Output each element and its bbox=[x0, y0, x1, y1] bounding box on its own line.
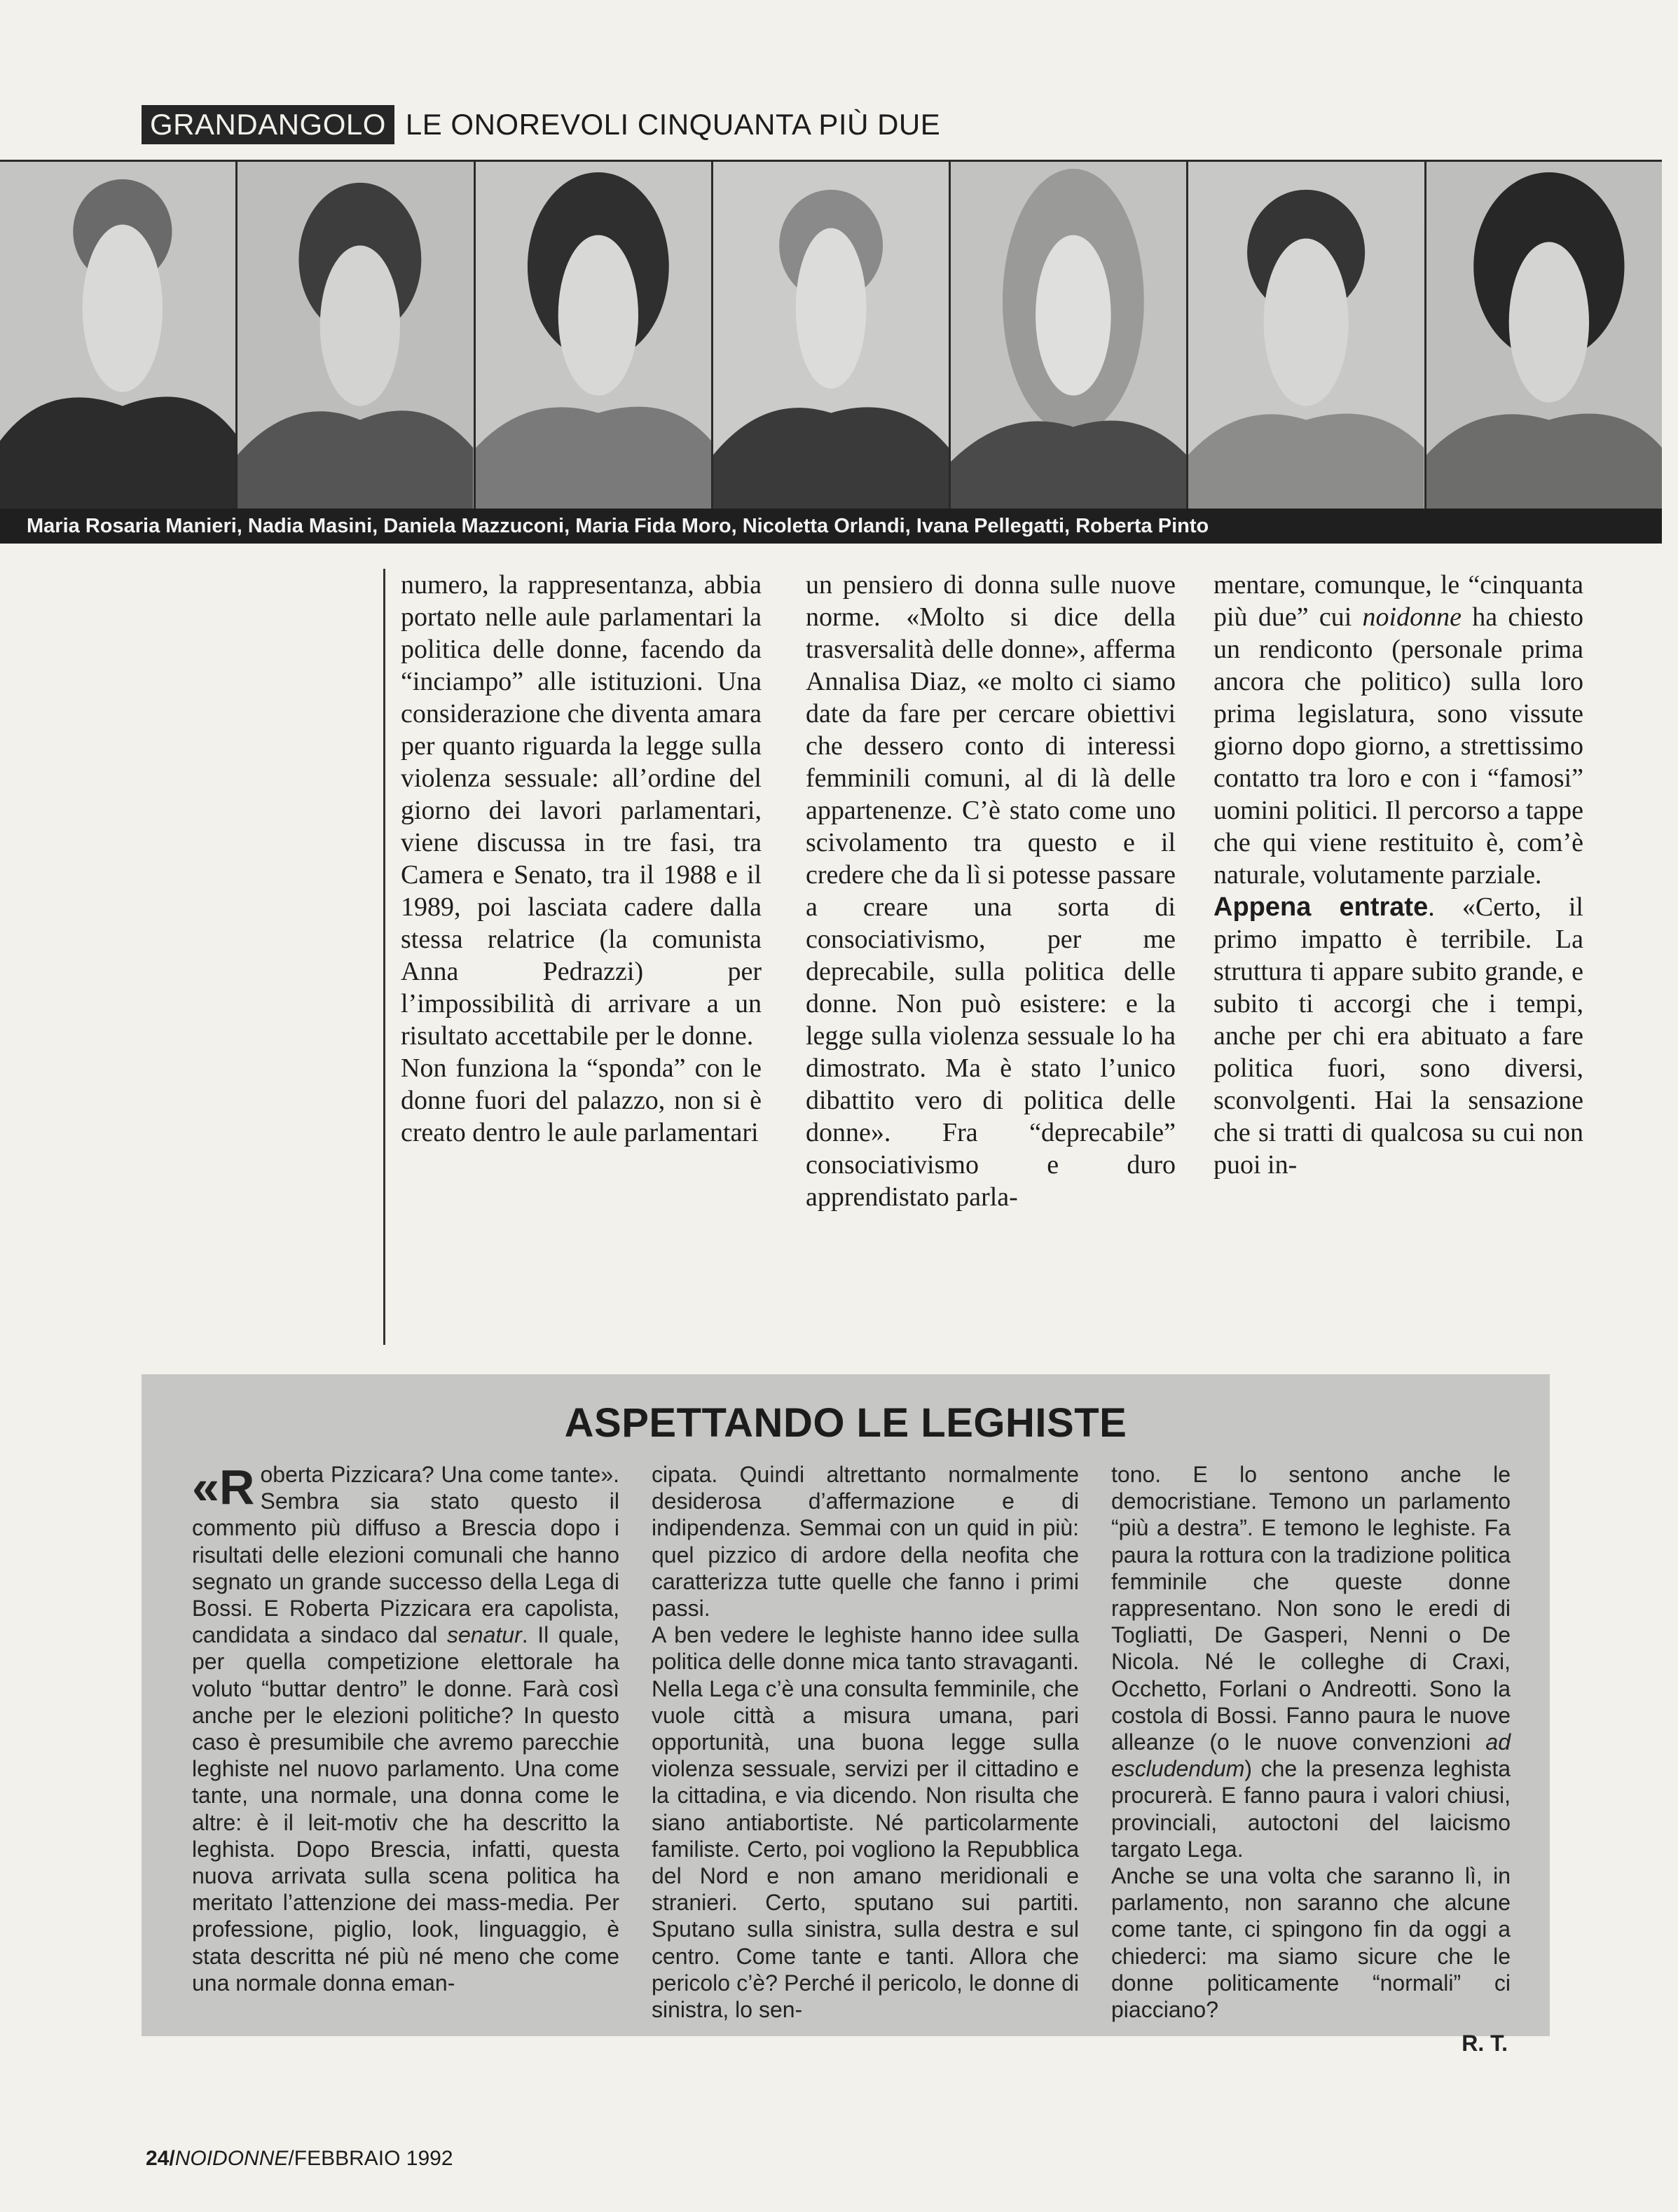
article-column-2 bbox=[806, 569, 1176, 1213]
sidebar-column-2 bbox=[652, 1461, 1079, 2023]
issue-date: /FEBBRAIO 1992 bbox=[288, 2147, 453, 2170]
portrait-photo bbox=[713, 162, 951, 511]
magazine-name: NOIDONNE bbox=[174, 2147, 289, 2170]
article-column-3 bbox=[1213, 569, 1583, 1181]
portrait-photo bbox=[476, 162, 713, 511]
run-in-heading: Appena entrate bbox=[1213, 892, 1429, 922]
portrait-photo bbox=[0, 162, 238, 511]
sidebar-title: ASPETTANDO LE LEGHISTE bbox=[564, 1400, 1127, 1446]
author-initials: R. T. bbox=[1462, 2031, 1508, 2057]
text-run: senatur bbox=[446, 1622, 522, 1648]
text-run: ad escludendum bbox=[1111, 1729, 1511, 1782]
photo-caption: Maria Rosaria Manieri, Nadia Masini, Daniela Mazzuconi, Maria Fida Moro, Nicoletta Orlandi, Ivana Pellegatti, Roberta Pinto bbox=[0, 509, 1662, 544]
drop-cap: «R bbox=[192, 1460, 255, 1514]
magazine-name: noidonne bbox=[1362, 602, 1462, 632]
paragraph: Non funziona la “sponda” con le donne fuori del palazzo, non si è creato dentro le aule parlamentari bbox=[401, 1053, 762, 1147]
paragraph bbox=[1111, 1461, 1511, 1862]
page-footer bbox=[146, 2147, 453, 2171]
paragraph bbox=[1213, 569, 1583, 891]
paragraph: numero, la rappresentanza, abbia portato nelle aule parlamentari la politica delle donne, facendo da “inciampo” alle istituzioni. Una considerazione che diventa amara per quanto riguarda la legge sulla violenza sessuale: all’ordine del giorno dei lavori parlamentari, viene discussa in tre fasi, tra Camera e Senato, tra il 1988 e il 1989, poi lasciata cadere dalla stessa relatrice (la comunista Anna Pedrazzi) per l’impossibilità di arrivare a un risultato accettabile per le donne. bbox=[401, 570, 762, 1051]
portrait-photo bbox=[1426, 162, 1662, 511]
paragraph: un pensiero di donna sulle nuove norme. «Molto si dice della trasversalità delle donne», afferma Annalisa Diaz, «e molto ci siamo date da fare per cercare obiettivi che dessero conto di interessi femminili comuni, al di là delle appartenenze. C’è stato come uno scivolamento tra questo e il credere che da lì si potesse passare a creare una sorta di consociativismo, per me deprecabile, sulla politica delle donne. Non può esistere: e la legge sulla violenza sessuale lo ha dimostrato. Ma è stato l’unico dibattito vero di politica delle donne». Fra “deprecabile” consociativismo e duro apprendistato parla- bbox=[806, 570, 1176, 1212]
portrait-photo bbox=[951, 162, 1188, 511]
section-header bbox=[142, 104, 940, 146]
article-column-1 bbox=[401, 569, 762, 1149]
page-number: 24/ bbox=[146, 2147, 175, 2170]
page-headline: LE ONOREVOLI CINQUANTA PIÙ DUE bbox=[405, 108, 941, 141]
text-run: mentare, comunque, le “cinquanta più due” cui bbox=[1213, 570, 1583, 632]
text-run: . «Certo, il primo impatto è terribile. La struttura ti appare subito grande, e subito ti accorgi che i tempi, anche per chi era abituato a fare politica fuori, sono diversi, sconvolgenti. Hai la sensazione che si tratti di qualcosa su cui non puoi in- bbox=[1213, 892, 1583, 1180]
paragraph: cipata. Quindi altrettanto normalmente desiderosa d’affermazione e di indipendenza. Semmai con un quid in più: quel pizzico di ardore della neofita che caratterizza tutte quelle che fanno i primi passi. bbox=[652, 1462, 1079, 1622]
text-run: . Il quale, per quella competizione elettorale ha voluto “buttar dentro” le donne. Farà così anche per le elezioni politiche? In questo caso è presumibile che avremo parecchie leghiste nel nuovo parlamento. Una come tante, una normale, una donna come le altre: è il leit-motiv che ha descritto la leghista. Dopo Brescia, infatti, questa nuova arrivata sulla scena politica ha meritato l’attenzione dei mass-media. Per professione, piglio, look, linguaggio, è stata descritta né più né meno che come una normale donna eman- bbox=[192, 1622, 619, 1996]
portrait-photo bbox=[238, 162, 475, 511]
text-run: tono. E lo sentono anche le democristiane. Temono un parlamento “più a destra”. E temono le leghiste. Fa paura la rottura con la tradizione politica femminile che queste donne rappresentano. Non sono le eredi di Togliatti, De Gasperi, Nenni o De Nicola. Né le colleghe di Craxi, Occhetto, Forlani o Andreotti. Sono la costola di Bossi. Fanno paura le nuove alleanze (o le nuove convenzioni bbox=[1111, 1462, 1511, 1755]
sidebar-column-3 bbox=[1111, 1461, 1511, 2057]
text-run: oberta Pizzicara? Una come tante». Sembra sia stato questo il commento più diffuso a Brescia dopo i risultati delle elezioni comunali che hanno segnato un grande successo della Lega di Bossi. E Roberta Pizzicara era capolista, candidata a sindaco dal bbox=[192, 1462, 619, 1648]
paragraph: A ben vedere le leghiste hanno idee sulla politica delle donne mica tanto stravaganti. Nella Lega c’è una consulta femminile, che vuole città a misura umana, pari opportunità, una buona legge sulla violenza sessuale, servizi per il cittadino e la cittadina, e via dicendo. Non risulta che siano antiabortiste. Né particolarmente familiste. Certo, poi vogliono la Repubblica del Nord e non amano meridionali e stranieri. Certo, sputano sui partiti. Sputano sulla sinistra, sulla destra e sul centro. Come tante e tanti. Allora che pericolo c’è? Perché il pericolo, le donne di sinistra, lo sen- bbox=[652, 1622, 1079, 2023]
portrait-strip bbox=[0, 160, 1662, 511]
paragraph bbox=[192, 1461, 619, 1996]
paragraph bbox=[1213, 891, 1583, 1181]
portrait-photo bbox=[1188, 162, 1426, 511]
section-tag: GRANDANGOLO bbox=[142, 105, 394, 144]
column-rule bbox=[383, 569, 385, 1345]
paragraph: Anche se una volta che saranno lì, in parlamento, non saranno che alcune come tante, ci spingono fin da oggi a chiederci: ma siamo sicure che le donne politicamente “normali” ci piacciano? bbox=[1111, 1863, 1511, 2023]
sidebar-box bbox=[142, 1374, 1550, 2057]
sidebar-column-1 bbox=[192, 1461, 619, 1996]
text-run: ) che la presenza leghista procurerà. E fanno paura i valori chiusi, provinciali, autoctoni del laicismo targato Lega. bbox=[1111, 1756, 1511, 1862]
text-run: ha chiesto un rendiconto (personale prima ancora che politico) sulla loro prima legislatura, sono vissute giorno dopo giorno, a strettissimo contatto tra loro e con i “famosi” uomini politici. Il percorso a tappe che qui viene restituito è, com’è naturale, volutamente parziale. bbox=[1213, 602, 1583, 890]
